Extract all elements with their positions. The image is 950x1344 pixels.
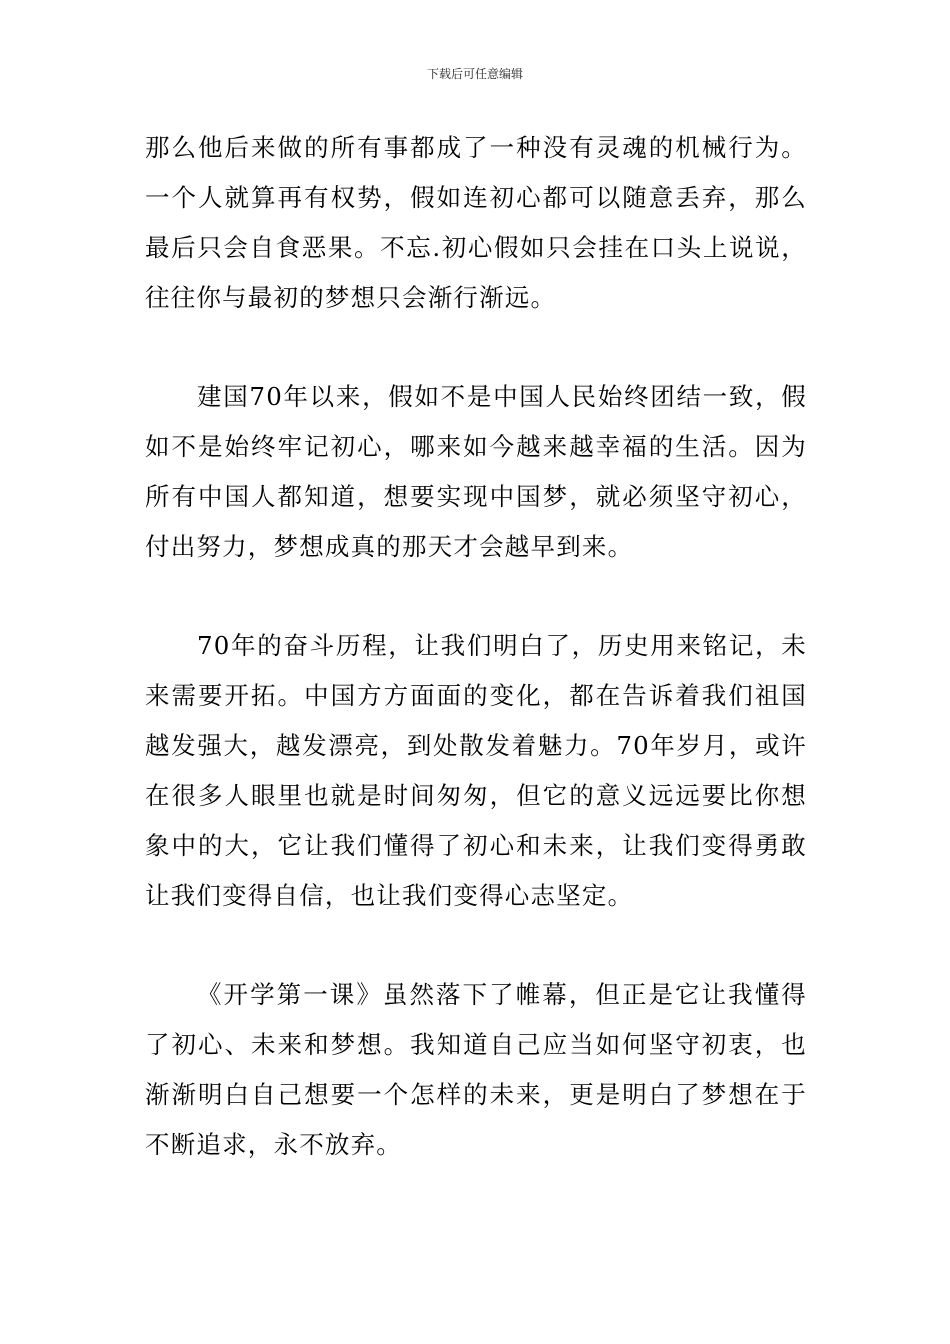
paragraph-1: 那么他后来做的所有事都成了一种没有灵魂的机械行为。一个人就算再有权势，假如连初心都可以随意丢弃，那么最后只会自食恶果。不忘.初心假如只会挂在口头上说说，往往你与最初的梦想只会渐行渐远。: [145, 133, 807, 312]
document-body: [145, 123, 807, 1170]
paragraph-gap: [145, 572, 807, 621]
paragraph-3: 70年的奋斗历程，让我们明白了，历史用来铭记，未来需要开拓。中国方方面面的变化，都在告诉着我们祖国越发强大，越发漂亮，到处散发着魅力。70年岁月，或许在很多人眼里也就是时间匆匆，但它的意义远远要比你想象中的大，它让我们懂得了初心和未来，让我们变得勇敢让我们变得自信，也让我们变得心志坚定。: [145, 631, 807, 910]
paragraph-2: 建国70年以来，假如不是中国人民始终团结一致，假如不是始终牢记初心，哪来如今越来越幸福的生活。因为所有中国人都知道，想要实现中国梦，就必须坚守初心，付出努力，梦想成真的那天才会越早到来。: [145, 382, 807, 561]
paragraph-4: 《开学第一课》虽然落下了帷幕，但正是它让我懂得了初心、未来和梦想。我知道自己应当如何坚守初衷，也渐渐明白自己想要一个怎样的未来，更是明白了梦想在于不断追求，永不放弃。: [145, 980, 807, 1159]
page-header-note: 下载后可任意编辑: [426, 67, 523, 81]
paragraph-gap: [145, 921, 807, 970]
paragraph-gap: [145, 323, 807, 372]
